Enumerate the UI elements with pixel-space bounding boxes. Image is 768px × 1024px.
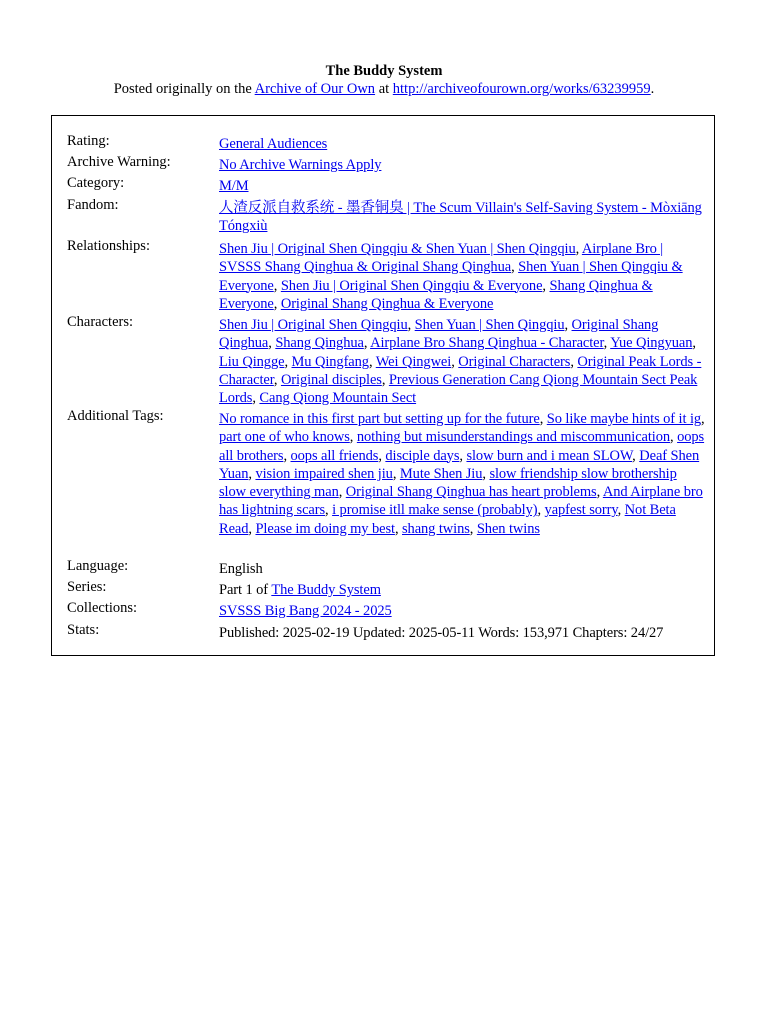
characters-label: Characters: xyxy=(67,314,134,330)
separator: , xyxy=(575,241,582,257)
tag-link[interactable]: Yue Qingyuan xyxy=(610,335,693,352)
characters-value xyxy=(219,316,707,407)
separator: , xyxy=(284,353,292,370)
tag-link[interactable]: Original Characters xyxy=(458,353,571,370)
separator: , xyxy=(539,411,547,427)
relationships-label: Relationships: xyxy=(67,238,150,254)
separator: , xyxy=(248,520,256,537)
tag-link[interactable]: And Airplane bro has lightning scars xyxy=(219,484,703,519)
tag-link[interactable]: Mu Qingfang xyxy=(291,353,369,370)
tag-link[interactable]: So like maybe hints of it ig xyxy=(546,411,702,427)
tag-link[interactable]: vision impaired shen jiu xyxy=(255,465,393,482)
tag-link[interactable]: Airplane Bro Shang Qinghua - Character xyxy=(370,335,604,352)
stats-value: Published: 2025-02-19 Updated: 2025-05-11 Words: 153,971 Chapters: 24/27 xyxy=(219,625,664,641)
rating-value xyxy=(219,135,707,153)
separator: , xyxy=(268,335,276,352)
separator: , xyxy=(570,353,578,370)
tag-link[interactable]: yapfest sorry xyxy=(544,502,618,519)
tag-link[interactable]: Original Shang Qinghua & Everyone xyxy=(280,295,494,312)
tag-link[interactable]: Shang Qinghua xyxy=(275,335,364,352)
tag-link[interactable]: Shen Jiu | Original Shen Qingqiu & Everyone xyxy=(280,277,543,294)
tag-link[interactable]: Previous Generation Cang Qiong Mountain Sect Peak Lords xyxy=(219,371,698,407)
tag-link[interactable]: oops all brothers xyxy=(219,429,705,464)
separator: , xyxy=(596,484,603,501)
tag-link[interactable]: shang twins xyxy=(402,520,470,537)
tag-link[interactable]: Shen Yuan | Shen Qingqiu xyxy=(414,317,565,333)
collections-value xyxy=(219,602,707,620)
separator: , xyxy=(537,502,545,519)
tag-link[interactable]: nothing but misunderstandings and miscommunication xyxy=(356,429,671,446)
separator: , xyxy=(252,390,260,407)
series-link[interactable]: The Buddy System xyxy=(271,582,381,598)
tag-link[interactable]: i promise itll make sense (probably) xyxy=(332,502,538,519)
fandom-value xyxy=(219,199,707,236)
tags-value xyxy=(219,410,707,538)
tag-link[interactable]: Shen Yuan | Shen Qingqiu & Everyone xyxy=(219,259,683,294)
tag-link[interactable]: oops all friends xyxy=(290,447,379,464)
separator: , xyxy=(542,277,550,294)
separator: , xyxy=(451,353,459,370)
meta-box xyxy=(51,115,715,656)
separator: , xyxy=(670,429,678,446)
tag-link[interactable]: Mute Shen Jiu xyxy=(399,465,483,482)
separator: , xyxy=(349,429,357,446)
tags-label: Additional Tags: xyxy=(67,408,164,424)
tag-link[interactable]: Cang Qiong Mountain Sect xyxy=(259,390,417,407)
tag-link[interactable]: Shang Qinghua & Everyone xyxy=(219,277,653,312)
series-label: Series: xyxy=(67,579,107,595)
tag-link[interactable]: 人渣反派自救系统 - 墨香铜臭 | The Scum Villain's Self-Saving System - Mòxiāng Tóngxiù xyxy=(219,200,702,235)
tag-link[interactable]: Deaf Shen Yuan xyxy=(219,447,700,482)
separator: , xyxy=(407,317,415,333)
separator: , xyxy=(511,259,519,276)
tag-link[interactable]: Original Shang Qinghua has heart problems xyxy=(345,484,597,501)
separator: , xyxy=(617,502,625,519)
tag-link[interactable]: Original Shang Qinghua xyxy=(219,317,659,352)
tag-link[interactable]: slow friendship slow brothership slow everything man xyxy=(219,465,677,501)
separator: , xyxy=(325,502,333,519)
category-label: Category: xyxy=(67,175,125,191)
separator: , xyxy=(273,371,281,388)
category-value xyxy=(219,177,707,195)
separator: , xyxy=(381,371,389,388)
tag-link[interactable]: Not Beta Read xyxy=(219,502,676,537)
separator: , xyxy=(632,447,640,464)
tag-link[interactable]: Please im doing my best xyxy=(255,520,395,537)
separator: , xyxy=(692,335,696,352)
warning-label: Archive Warning: xyxy=(67,154,171,170)
posted-line xyxy=(0,80,768,98)
work-title: The Buddy System xyxy=(325,63,443,79)
tag-link[interactable]: slow burn and i mean SLOW xyxy=(466,447,633,464)
collections-label: Collections: xyxy=(67,600,138,616)
separator: , xyxy=(603,335,611,352)
stats-label: Stats: xyxy=(67,622,100,638)
separator: , xyxy=(459,447,467,464)
archive-link[interactable]: Archive of Our Own xyxy=(254,81,376,97)
tag-link[interactable]: Shen twins xyxy=(476,520,540,537)
warning-value xyxy=(219,156,707,174)
separator: , xyxy=(363,335,371,352)
rating-label: Rating: xyxy=(67,133,110,149)
separator: , xyxy=(701,411,705,427)
separator: , xyxy=(564,317,572,333)
separator: , xyxy=(394,520,402,537)
tag-link[interactable]: Shen Jiu | Original Shen Qingqiu xyxy=(219,317,408,333)
separator: , xyxy=(392,465,400,482)
separator: , xyxy=(273,295,281,312)
tag-link[interactable]: Shen Jiu | Original Shen Qingqiu & Shen Yuan | Shen Qingqiu xyxy=(219,241,576,257)
tag-link[interactable]: Original disciples xyxy=(280,371,382,388)
tag-link[interactable]: M/M xyxy=(219,178,249,194)
separator: , xyxy=(248,465,256,482)
tag-link[interactable]: Liu Qingge xyxy=(219,353,285,370)
separator: , xyxy=(378,447,386,464)
separator: , xyxy=(273,277,281,294)
series-prefix: Part 1 of xyxy=(219,582,272,598)
language-value: English xyxy=(219,561,263,577)
period: . xyxy=(650,81,655,97)
tag-link[interactable]: Wei Qingwei xyxy=(375,353,452,370)
separator: , xyxy=(469,520,477,537)
tag-link[interactable]: General Audiences xyxy=(219,136,328,152)
relationships-value xyxy=(219,240,707,313)
separator: , xyxy=(283,447,291,464)
tag-link[interactable]: disciple days xyxy=(385,447,460,464)
separator: , xyxy=(338,484,346,501)
tag-link[interactable]: SVSSS Big Bang 2024 - 2025 xyxy=(219,603,392,619)
tag-link[interactable]: Airplane Bro | SVSSS Shang Qinghua & Original Shang Qinghua xyxy=(219,241,664,276)
fandom-label: Fandom: xyxy=(67,197,119,213)
language-label: Language: xyxy=(67,558,129,574)
work-url-link[interactable]: http://archiveofourown.org/works/63239959 xyxy=(392,81,651,97)
series-value xyxy=(219,581,707,599)
tag-link[interactable]: part one of who knows xyxy=(219,429,350,446)
separator: , xyxy=(368,353,376,370)
separator: , xyxy=(482,465,490,482)
tag-link[interactable]: No Archive Warnings Apply xyxy=(219,157,382,173)
posted-prefix: Posted originally on the xyxy=(113,81,255,97)
tag-link[interactable]: Original Peak Lords - Character xyxy=(219,353,702,388)
at-text: at xyxy=(375,81,393,97)
tag-link[interactable]: No romance in this first part but setting up for the future xyxy=(219,411,540,427)
